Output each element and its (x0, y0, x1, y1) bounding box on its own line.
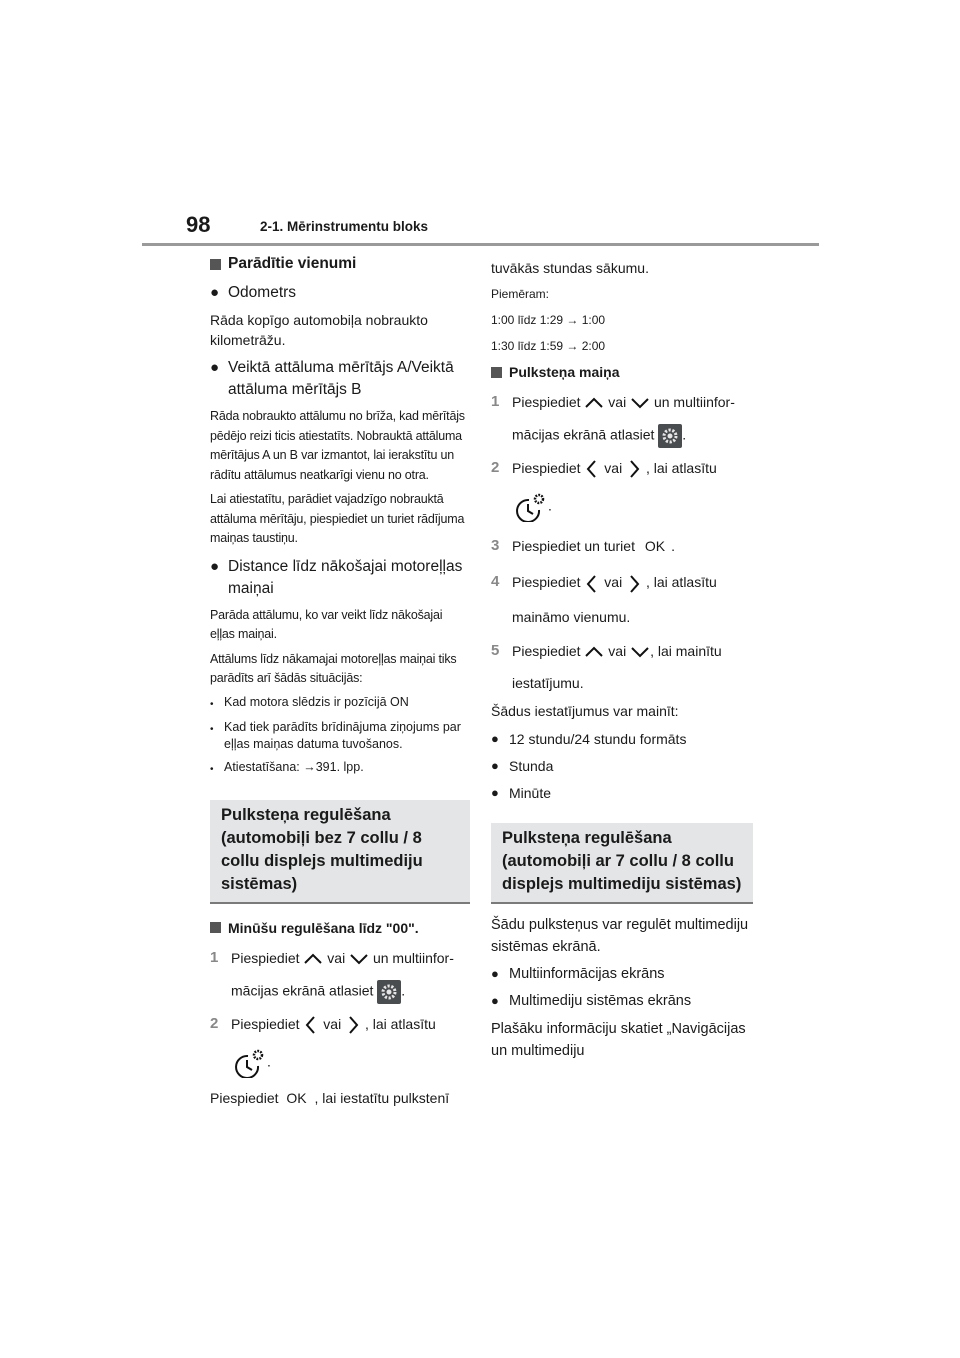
step-2: 2 Piespiediet vai , lai atlasītu . (491, 458, 753, 522)
clock-settings-icon (231, 1048, 267, 1078)
ok-set-text: Piespiediet OK , lai iestatītu pulkstenī (210, 1089, 450, 1106)
chevron-right-icon (626, 573, 642, 595)
section-displayed-items (210, 255, 470, 273)
list-item: • Kad tiek parādīts brīdinājuma ziņojums par eļļas maiņas datuma tuvošanos. (210, 719, 461, 751)
step-4: 4 Piespiediet vai , lai atlasītu maināmo vienumu. (491, 573, 717, 625)
chevron-left-icon (303, 1014, 319, 1036)
oil-change-desc: Parāda attālumu, ko var veikt līdz nākošajai eļļas maiņai. (210, 607, 443, 641)
square-bullet-icon (491, 367, 502, 378)
bullet-icon: ● (210, 359, 220, 376)
page-number: 98 (186, 212, 211, 237)
step-1: 1 Piespiediet vai un multiinfor- mācijas ekrānā atlasiet . (491, 392, 753, 448)
clock-settings-icon (512, 492, 548, 522)
chevron-left-icon (584, 573, 600, 595)
trip-meter-desc: Rāda nobraukto attālumu no brīža, kad mērītājs pēdējo reizi ticis atiestatīts. Nobrauktā attāluma mērītājus A un B var izmantot, lai ierakstītu un rādītu attālumus neatkarīgi vienu no otra. (210, 409, 465, 482)
odometer-heading: ● Odometrs (210, 282, 470, 304)
example-2: 1:30 līdz 1:59 → 2:00 (491, 339, 606, 353)
more-info-text: Plašāku informāciju skatiet „Navigācijas un multimediju (491, 1020, 746, 1059)
step-5: 5 Piespiediet vai , lai mainītu iestatījumu. (491, 641, 722, 691)
clock-adjust-box-with-display: Pulksteņa regulēšana (automobiļi ar 7 collu / 8 collu displejs multimediju sistēmas) (491, 823, 753, 904)
ok-icon: OK (644, 538, 666, 555)
gear-icon (377, 980, 401, 1004)
chevron-up-icon (584, 396, 604, 410)
right-column (491, 252, 753, 1066)
ok-icon: OK (286, 1089, 307, 1106)
square-bullet-icon (210, 259, 221, 270)
example-label: Piemēram: (491, 287, 550, 301)
bullet-icon: ● (210, 284, 220, 301)
continued-text: tuvākās stundas sākumu. (491, 260, 649, 276)
left-column (210, 252, 470, 1112)
section-title: Parādītie vienumi (228, 255, 357, 272)
chevron-up-icon (303, 952, 323, 966)
chevron-down-icon (630, 645, 650, 659)
list-item: ● Stunda (491, 757, 554, 774)
chevron-right-icon (345, 1014, 361, 1036)
oil-change-heading: ● Distance līdz nākošajai motoreļļas maiņai (210, 556, 470, 600)
list-item: • Kad motora slēdzis ir pozīcijā ON (210, 694, 409, 710)
chevron-up-icon (584, 645, 604, 659)
step-2: 2 Piespiediet vai , lai atlasītu . (210, 1014, 470, 1078)
oil-change-situations: Attālums līdz nākamajai motoreļļas maiņai tiks parādīts arī šādās situācijās: (210, 651, 457, 685)
minutes-heading: Minūšu regulēšana līdz "00". (210, 920, 470, 936)
trip-meter-heading: ● Veiktā attāluma mērītājs A/Veiktā attāluma mērītājs B (210, 357, 470, 401)
chapter-title: 2-1. Mērinstrumentu bloks (260, 219, 429, 234)
step-3: 3 Piespiediet un turiet OK . (491, 537, 675, 555)
clock-adjust-box-no-display: Pulksteņa regulēšana (automobiļi bez 7 collu / 8 collu displejs multimediju sistēmas) (210, 800, 470, 904)
list-item: ● Minūte (491, 784, 552, 801)
square-bullet-icon (210, 922, 221, 933)
header-rule (142, 243, 819, 246)
example-1: 1:00 līdz 1:29 → 1:00 (491, 313, 606, 327)
chevron-down-icon (349, 952, 369, 966)
chevron-right-icon (626, 458, 642, 480)
chevron-left-icon (584, 458, 600, 480)
list-item: ● Multiinformācijas ekrāns (491, 965, 665, 982)
chevron-down-icon (630, 396, 650, 410)
clock-change-heading: Pulksteņa maiņa (491, 364, 753, 380)
list-item: ● 12 stundu/24 stundu formāts (491, 730, 687, 747)
step-1: 1 Piespiediet vai un multiinfor- mācijas ekrānā atlasiet . (210, 948, 470, 1004)
list-item: ● Multimediju sistēmas ekrāns (491, 992, 692, 1009)
gear-icon (658, 424, 682, 448)
odometer-desc: Rāda kopīgo automobiļa nobraukto kilometrāžu. (210, 312, 428, 348)
list-item: • Atiestatīšana: →391. lpp. (210, 759, 364, 775)
multimedia-clock-desc: Šādu pulksteņus var regulēt multimediju sistēmas ekrānā. (491, 916, 749, 955)
bullet-icon: ● (210, 557, 220, 575)
trip-meter-reset: Lai atiestatītu, parādiet vajadzīgo nobrauktā attāluma mērītāju, piespiediet un turiet rādījuma maiņas taustiņu. (210, 492, 465, 545)
changeable-settings: Šādus iestatījumus var mainīt: (491, 702, 679, 719)
